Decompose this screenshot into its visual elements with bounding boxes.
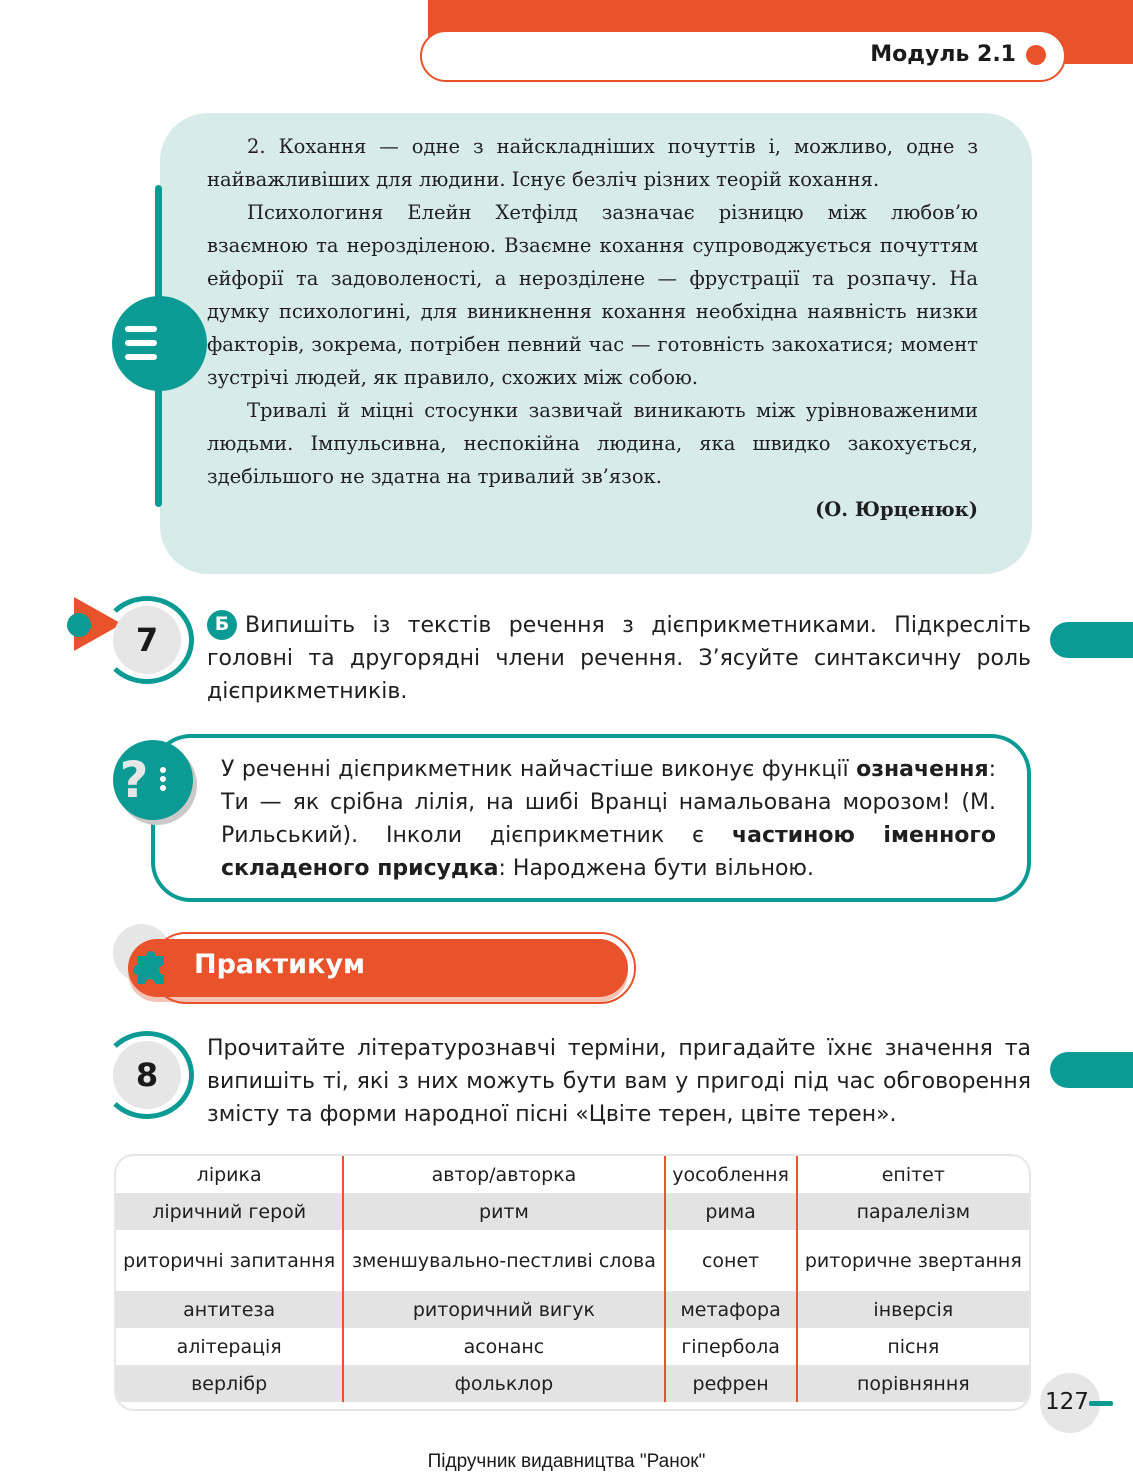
table-cell: зменшувально-пестливі слова: [343, 1230, 664, 1291]
menu-icon: [125, 326, 157, 360]
table-cell: ритм: [343, 1193, 664, 1230]
page-number: 127: [1045, 1389, 1089, 1415]
page-number-dash: [1089, 1401, 1113, 1406]
task-number-7: 7: [113, 606, 181, 674]
table-cell: паралелізм: [797, 1193, 1029, 1230]
table-cell: алітерація: [176, 1335, 282, 1358]
publisher-footer: Підручник видавництва "Ранок": [427, 1451, 706, 1472]
task-7-text-block: [207, 609, 1031, 708]
table-cell: риторичні запитання: [123, 1249, 336, 1272]
reading-paragraph: Психологиня Елейн Хетфілд зазначає різницю між любов’ю взаємною та нерозділеною. Взаємне кохання супроводжується почуттям ейфорії та задоволеності, а нерозділене — фрустрації та розпачу. На думку психологині, для виникнення кохання необхідна наявність низки факторів, зокрема, потрібен певний час — готовність закохатися; момент зустрічі людей, як правило, схожих між собою.: [207, 201, 978, 389]
reading-text: [207, 130, 978, 526]
terms-table: [114, 1154, 1031, 1411]
rule-bold-term: частиною іменного складеного присудка: [221, 823, 997, 881]
table-cell: фольклор: [343, 1365, 664, 1402]
task-8-text: Прочитайте літературознавчі терміни, пригадайте їхнє значення та випишіть ті, які з них можуть бути вам у пригоді під час обговорення змісту та форми народної пісні «Цвіте терен, цвіте терен».: [207, 1036, 1031, 1127]
table-row: [116, 1328, 1029, 1365]
rule-text-part: У реченні дієприкметник найчастіше виконує функції: [221, 757, 857, 782]
rule-text: [221, 753, 996, 885]
table-cell: рефрен: [665, 1365, 797, 1402]
task-number-8: 8: [113, 1041, 181, 1109]
level-badge: Б: [207, 610, 237, 640]
table-row: [116, 1365, 1029, 1402]
rule-text-part: : Народжена бути вільною.: [498, 856, 814, 881]
rule-text-part: : Ти — як срібна лілія, на шибі Вранці намальована морозом! (М. Рильський). Інколи дієприкметник є: [221, 757, 996, 848]
table-row: [116, 1193, 1029, 1230]
table-cell: риторичне звертання: [797, 1230, 1029, 1291]
table-cell: лірика: [196, 1163, 262, 1186]
table-cell: ліричний герой: [116, 1193, 343, 1230]
table-row: [116, 1291, 1029, 1328]
module-dot-icon: [1026, 45, 1046, 65]
side-tab: [1050, 622, 1133, 658]
question-icon: ?: [119, 751, 149, 809]
reading-paragraph: Тривалі й міцні стосунки зазвичай виникають між урівноваженими людьми. Імпульсивна, неспокійна людина, яка швидко закохується, здебільшого не здатна на тривалий зв’язок.: [207, 399, 978, 488]
table-cell: епітет: [797, 1156, 1029, 1193]
puzzle-icon: [130, 944, 174, 988]
table-cell: сонет: [665, 1230, 797, 1291]
reading-author: (О. Юрценюк): [815, 498, 978, 521]
table-cell: антитеза: [116, 1291, 343, 1328]
table-cell: пісня: [797, 1328, 1029, 1365]
table-cell: гіпербола: [665, 1328, 797, 1365]
dots-icon: [158, 767, 168, 791]
module-label: Модуль 2.1: [870, 42, 1016, 67]
module-label-wrap: [870, 42, 1046, 67]
table-cell: порівняння: [797, 1365, 1029, 1402]
table-cell: рима: [665, 1193, 797, 1230]
task-7-text: Випишіть із текстів речення з дієприкметниками. Підкресліть головні та другорядні члени речення. З’ясуйте синтаксичну роль дієприкметників.: [207, 613, 1031, 704]
module-header: [420, 30, 1066, 82]
rule-bold-term: означення: [856, 757, 989, 782]
table-row: [116, 1156, 1029, 1193]
reading-paragraph: 2. Кохання — одне з найскладніших почуттів і, можливо, одне з найважливіших для людини. Існує безліч різних теорій кохання.: [207, 135, 978, 191]
arrow-dot-icon: [67, 613, 91, 637]
table-cell: асонанс: [343, 1328, 664, 1365]
table-cell: верлібр: [116, 1365, 343, 1402]
table-cell: автор/авторка: [343, 1156, 664, 1193]
table-cell: метафора: [665, 1291, 797, 1328]
section-title: Практикум: [194, 949, 366, 980]
table-cell: уособлення: [665, 1156, 797, 1193]
table-cell: інверсія: [797, 1291, 1029, 1328]
side-tab: [1050, 1052, 1133, 1088]
table-row: [116, 1230, 1029, 1291]
table-cell: риторичний вигук: [343, 1291, 664, 1328]
